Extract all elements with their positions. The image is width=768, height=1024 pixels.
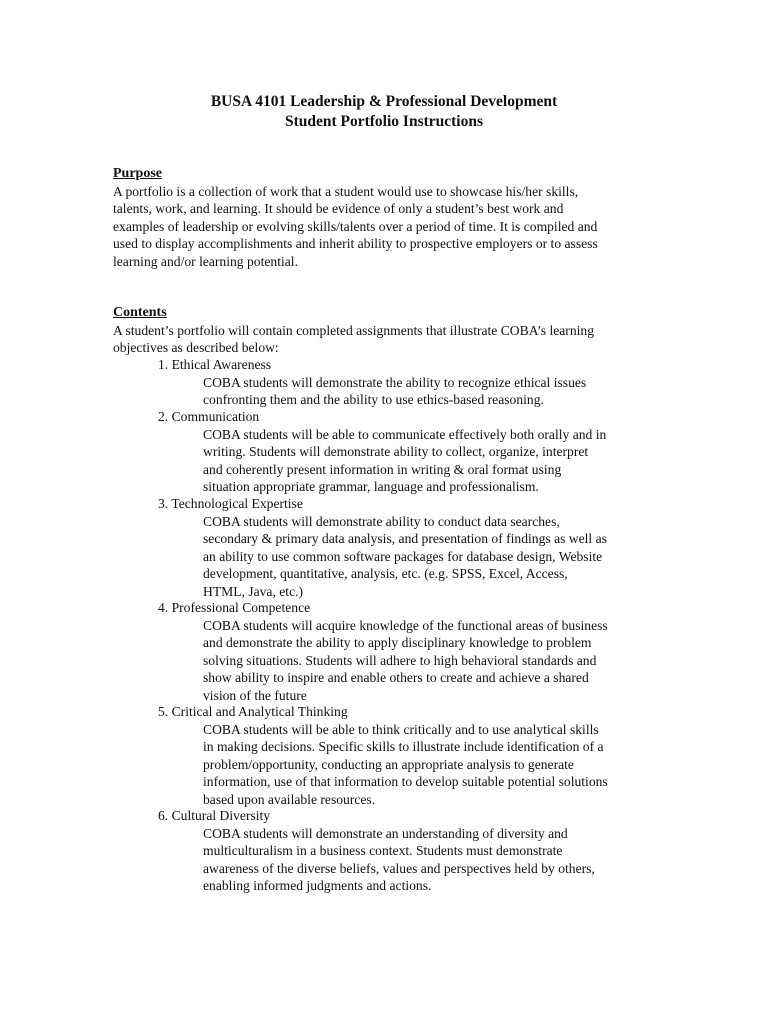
objective-line: information, use of that information to develop suitable potential solutions xyxy=(203,774,608,790)
objective-line: based upon available resources. xyxy=(203,791,376,807)
purpose-line: examples of leadership or evolving skills/talents over a period of time. It is compiled and xyxy=(113,218,598,234)
objective-professional-competence-label: 4. Professional Competence xyxy=(158,600,311,615)
purpose-line: used to display accomplishments and inherit ability to prospective employers or to assess xyxy=(113,236,598,252)
objective-line: solving situations. Students will adhere to high behavioral standards and xyxy=(203,652,597,668)
purpose-line: A portfolio is a collection of work that a student would use to showcase his/her skills, xyxy=(113,184,579,199)
objective-line: enabling informed judgments and actions. xyxy=(203,878,432,894)
contents-heading: Contents xyxy=(113,305,167,320)
document-title: BUSA 4101 Leadership & Professional Development xyxy=(210,93,558,110)
objective-line: situation appropriate grammar, language and professionalism. xyxy=(203,479,539,495)
objective-technological-expertise-label: 3. Technological Expertise xyxy=(158,496,303,511)
purpose-heading: Purpose xyxy=(113,166,162,181)
objective-line: problem/opportunity, conducting an appropriate analysis to generate xyxy=(203,756,574,772)
objective-line: COBA students will demonstrate the ability to recognize ethical issues xyxy=(203,375,587,390)
objective-cultural-diversity-label: 6. Cultural Diversity xyxy=(158,808,271,823)
contents-intro-line: objectives as described below: xyxy=(113,340,279,356)
objective-line: show ability to inspire and enable others to create and achieve a shared xyxy=(203,670,589,686)
objective-line: COBA students will be able to think critically and to use analytical skills xyxy=(203,722,599,737)
objective-line: and coherently present information in writing & oral format using xyxy=(203,461,562,477)
objective-professional-competence-description xyxy=(203,617,608,704)
document-subtitle: Student Portfolio Instructions xyxy=(284,113,484,130)
objective-line: multiculturalism in a business context. Students must demonstrate xyxy=(203,843,563,859)
objective-technological-expertise-description xyxy=(203,513,607,600)
objective-line: in making decisions. Specific skills to illustrate include identification of a xyxy=(203,739,604,755)
purpose-paragraph xyxy=(113,183,673,270)
objective-line: secondary & primary data analysis, and presentation of findings as well as xyxy=(203,531,607,547)
objective-line: HTML, Java, etc.) xyxy=(203,583,304,599)
objective-line: writing. Students will demonstrate ability to collect, organize, interpret xyxy=(203,444,589,460)
objective-line: development, quantitative, analysis, etc. (e.g. SPSS, Excel, Access, xyxy=(203,566,568,582)
objective-line: COBA students will demonstrate ability to conduct data searches, xyxy=(203,514,560,529)
objective-line: an ability to use common software packages for database design, Website xyxy=(203,548,603,564)
objective-ethical-awareness-label: 1. Ethical Awareness xyxy=(158,357,272,372)
objective-communication-description xyxy=(203,426,606,496)
objective-line: and demonstrate the ability to apply disciplinary knowledge to problem xyxy=(203,635,592,651)
contents-intro-line: A student’s portfolio will contain completed assignments that illustrate COBA’s learning xyxy=(113,323,595,338)
contents-intro xyxy=(113,322,673,357)
objective-line: confronting them and the ability to use ethics-based reasoning. xyxy=(203,392,544,408)
objective-ethical-awareness-description xyxy=(203,374,586,409)
objective-line: vision of the future xyxy=(203,687,307,703)
objective-cultural-diversity-description xyxy=(203,825,595,895)
objective-critical-analytical-thinking-label: 5. Critical and Analytical Thinking xyxy=(158,704,348,719)
objective-line: COBA students will demonstrate an understanding of diversity and xyxy=(203,826,568,841)
objective-critical-analytical-thinking-description xyxy=(203,721,608,808)
purpose-line: learning and/or learning potential. xyxy=(113,253,298,269)
purpose-line: talents, work, and learning. It should be evidence of only a student’s best work and xyxy=(113,201,564,217)
objective-communication-label: 2. Communication xyxy=(158,409,260,424)
objective-line: COBA students will be able to communicate effectively both orally and in xyxy=(203,427,607,442)
objective-line: COBA students will acquire knowledge of the functional areas of business xyxy=(203,618,608,633)
objective-line: awareness of the diverse beliefs, values and perspectives held by others, xyxy=(203,860,595,876)
